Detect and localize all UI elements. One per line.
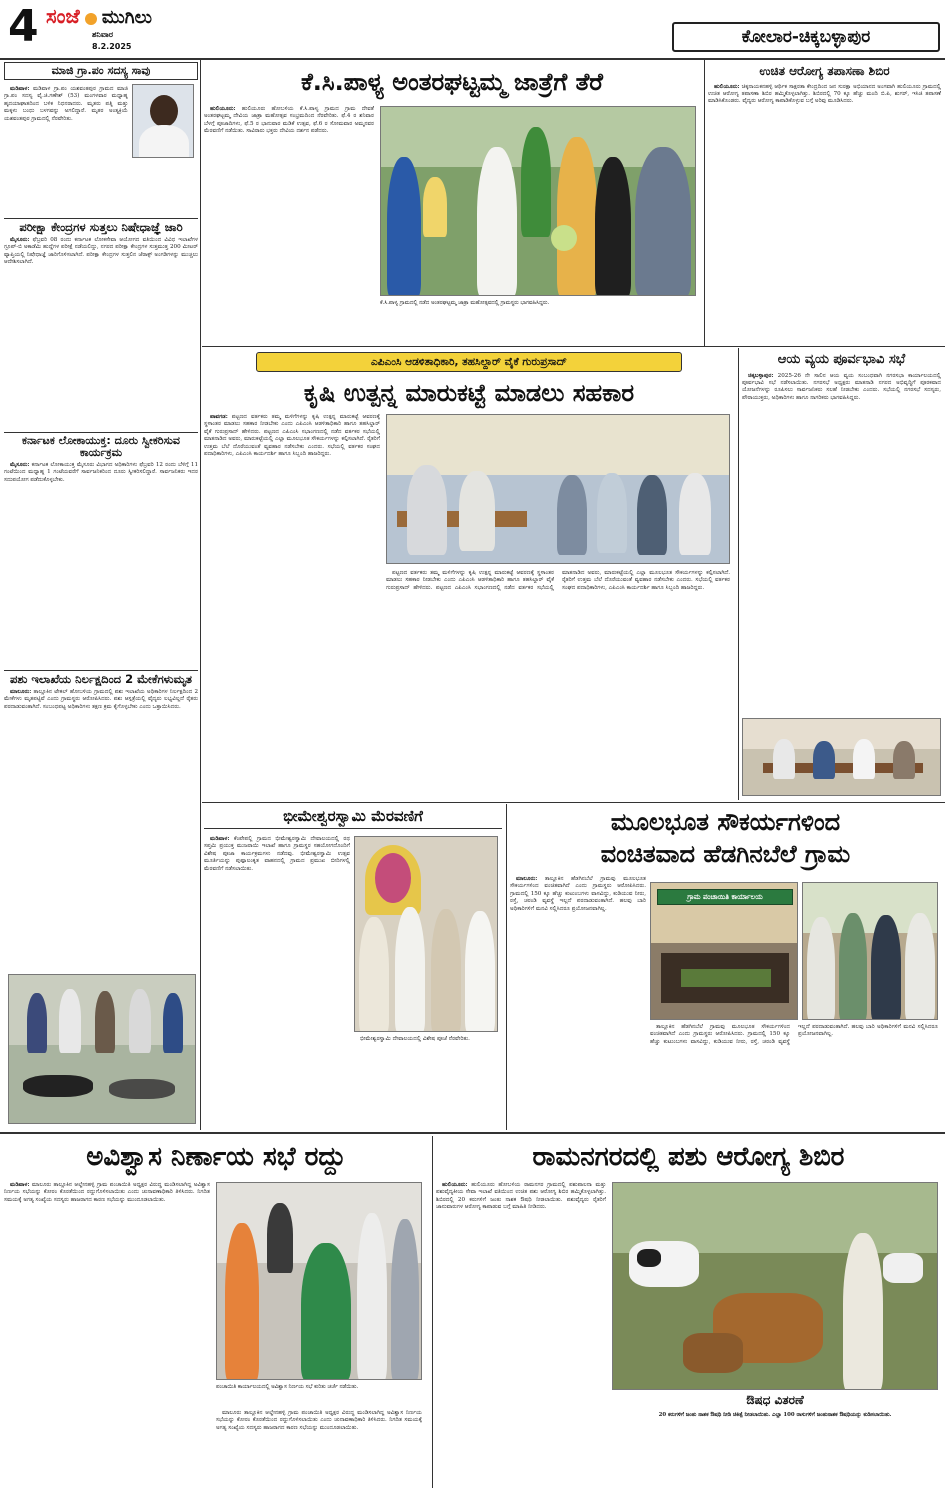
- brand-name-part1: ಸಂಜೆ: [46, 4, 80, 28]
- top-story-text: ಹುಲಿಯೂರು ಹೋಬಳಿಯ ಕೆ.ಸಿ.ಪಾಳ್ಯ ಗ್ರಾಮದ ಗ್ರಾಮ ದೇವತೆ ಅಂತರಘಟ್ಟಮ್ಮ ದೇವಿಯ ಜಾತ್ರಾ ಮಹೋತ್ಸವ ಸಂಭ್ರಮದಿಂದ ನೆರವೇರಿತು. ಫೆ.4 ರ ಶನಿವಾರ ಬೆಳಗ್ಗೆ ಪೂಜಾದಿಗಳು, ಫೆ.5 ರ ಭಾನುವಾರ ಮಡಿಕೆ ಉತ್ಸವ, ಫೆ.6 ರ ಸೋಮವಾರ ಅಮ್ಮನವರ ಮೆರವಣಿಗೆ ನಡೆಯಿತು. ಸಾವಿರಾರು ಭಕ್ತರು ದೇವಿಯ ದರ್ಶನ ಪಡೆದರು.: [204, 106, 374, 135]
- masthead: [0, 0, 945, 58]
- budget-headline: ಆಯ ವ್ಯಯ ಪೂರ್ವಭಾವಿ ಸಭೆ: [777, 352, 906, 367]
- lokayukta-headline: ಕರ್ನಾಟಕ ಲೋಕಾಯುಕ್ತ: ದೂರು ಸ್ವೀಕರಿಸುವ ಕಾರ್ಯಕ್ರಮ: [22, 434, 180, 459]
- village-headline-line2: ವಂಚಿತವಾದ ಹೆಡಗಿನಬೆಲೆ ಗ್ರಾಮ: [600, 840, 851, 868]
- veterinary-subhead: ಔಷಧ ವಿತರಣೆ: [746, 1393, 804, 1407]
- no-confidence-headline: ಅವಿಶ್ವಾಸ ನಿರ್ಣಾಯ ಸಭೆ ರದ್ದು: [86, 1142, 346, 1172]
- budget-meeting-photo: [742, 718, 941, 796]
- apmc-dateline: ಪಾವಗಡ:: [210, 414, 228, 420]
- region-title: ಕೋಲಾರ-ಚಿಕ್ಕಬಳ್ಳಾಪುರ: [741, 27, 871, 47]
- bottom-divider: [0, 1132, 945, 1134]
- issue-day: ಶನಿವಾರ: [92, 30, 114, 39]
- procession-headline: ಭೀಮೇಶ್ವರಸ್ವಾಮಿ ಮೆರವಣಿಗೆ: [204, 806, 502, 829]
- veterinary-story: [436, 1136, 941, 1488]
- obit-body: [4, 86, 128, 216]
- apmc-body: [204, 414, 380, 794]
- cattle-camp-photo: [612, 1182, 938, 1390]
- procession-dateline: ಮಡಿವಾಳ:: [210, 836, 230, 842]
- budget-text: 2025-26 ನೇ ಸಾಲಿನ ಆಯ ವ್ಯಯ ಸಂಬಂಧವಾಗಿ ನಗರಸಭಾ ಕಾರ್ಯಾಲಯದಲ್ಲಿ ಪೂರ್ವಭಾವಿ ಸಭೆ ನಡೆಸಲಾಯಿತು. ನಗರಸಭೆ ಅಧ್ಯಕ್ಷರು ಮಾತನಾಡಿ ನಗರದ ಅಭಿವೃದ್ಧಿಗೆ ಪೂರಕವಾದ ಯೋಜನೆಗಳನ್ನು ರೂಪಿಸಲು ಸಾರ್ವಜನಿಕರು ಸಲಹೆ ನೀಡಬೇಕು ಎಂದರು. ಸಭೆಯಲ್ಲಿ ನಗರಸಭೆ ಸದಸ್ಯರು, ಪೌರಾಯುಕ್ತರು, ಅಧಿಕಾರಿಗಳು ಹಾಗೂ ನಾಗರಿಕರು ಭಾಗವಹಿಸಿದ್ದರು.: [742, 372, 941, 401]
- exam-text: ಫೆಬ್ರವರಿ 08 ರಂದು ಕರ್ನಾಟಕ ಲೋಕಸೇವಾ ಆಯೋಗದ ವತಿಯಿಂದ ವಿವಿಧ ಇಲಾಖೆಗಳ ಗ್ರೂಪ್-ಬಿ ಅಕಾಡೆಮಿ ಹುದ್ದೆಗಳ ಪರೀಕ್ಷೆ ನಡೆಯಲಿದ್ದು, ನಗರದ ಪರೀಕ್ಷಾ ಕೇಂದ್ರಗಳ ಸುತ್ತಮುತ್ತ 200 ಮೀಟರ್ ವ್ಯಾಪ್ತಿಯಲ್ಲಿ ನಿಷೇಧಾಜ್ಞೆ ಜಾರಿಗೊಳಿಸಲಾಗಿದೆ. ಪರೀಕ್ಷಾ ಕೇಂದ್ರಗಳ ಸುತ್ತಲಿನ ಜೆರಾಕ್ಸ್ ಅಂಗಡಿಗಳನ್ನು ಮುಚ್ಚಲು ಆದೇಶಿಸಲಾಗಿದೆ.: [4, 237, 198, 266]
- obit-story: [4, 62, 198, 218]
- health-camp-headline: ಉಚಿತ ಆರೋಗ್ಯ ತಪಾಸಣಾ ಶಿಬಿರ: [759, 64, 890, 78]
- masthead-divider: [0, 58, 945, 60]
- apmc-meeting-photo: [386, 414, 730, 564]
- cattle-text: ತಾಲ್ಲೂಕಿನ ಟೇಕಲ್ ಹೋಬಳಿಯ ಗ್ರಾಮದಲ್ಲಿ ಪಶು ಇಲಾಖೆಯ ಅಧಿಕಾರಿಗಳ ನಿರ್ಲಕ್ಷದಿಂದ 2 ಮೇಕೆಗಳು ಮೃತಪಟ್ಟಿವೆ ಎಂದು ಗ್ರಾಮಸ್ಥರು ಆರೋಪಿಸಿದರು. ಪಶು ಆಸ್ಪತ್ರೆಯಲ್ಲಿ ವೈದ್ಯರು ಲಭ್ಯವಿಲ್ಲದೆ ರೈತರು ಪರದಾಡುವಂತಾಗಿದೆ. ಸಂಬಂಧಪಟ್ಟ ಅಧಿಕಾರಿಗಳು ತಕ್ಷಣ ಕ್ರಮ ಕೈಗೊಳ್ಳಬೇಕು ಎಂದು ಒತ್ತಾಯಿಸಿದರು.: [4, 689, 198, 710]
- exam-headline: ಪರೀಕ್ಷಾ ಕೇಂದ್ರಗಳ ಸುತ್ತಲು ನಿಷೇಧಾಜ್ಞೆ ಜಾರಿ: [19, 220, 183, 234]
- procession-caption-text: ಭೀಮೇಶ್ವರಸ್ವಾಮಿ ದೇವಾಲಯದಲ್ಲಿ ವಿಶೇಷ ಪೂಜೆ ನೆರವೇರಿತು.: [360, 1036, 470, 1042]
- apmc-kicker-box: [256, 352, 682, 372]
- procession-photo: [354, 836, 498, 1032]
- village-body: [510, 876, 646, 1126]
- panchayat-sign: ಗ್ರಾಮ ಪಂಚಾಯಿತಿ ಕಾರ್ಯಾಲಯ: [687, 893, 763, 901]
- apmc-text: ಪಟ್ಟಣದ ವರ್ತಕರು ತಮ್ಮ ಮಳಿಗೆಗಳನ್ನು ಕೃಷಿ ಉತ್ಪನ್ನ ಮಾರುಕಟ್ಟೆ ಆವರಣಕ್ಕೆ ಸ್ಥಳಾಂತರ ಮಾಡಲು ಸಹಕಾರ ನೀಡಬೇಕು ಎಂದು ಎಪಿಎಂಸಿ ಆಡಳಿತಾಧಿಕಾರಿ ಹಾಗೂ ತಹಸಿಲ್ದಾರ್ ವೈಕೆ ಗುರುಪ್ರಸಾದ್ ಹೇಳಿದರು. ಪಟ್ಟಣದ ಎಪಿಎಂಸಿ ಸಭಾಂಗಣದಲ್ಲಿ ನಡೆದ ವರ್ತಕರ ಸಭೆಯಲ್ಲಿ ಮಾತನಾಡಿದ ಅವರು, ಮಾರುಕಟ್ಟೆಯಲ್ಲಿ ಎಲ್ಲಾ ಮೂಲಭೂತ ಸೌಕರ್ಯಗಳನ್ನು ಕಲ್ಪಿಸಲಾಗಿದೆ. ರೈತರಿಗೆ ಉತ್ತಮ ಬೆಲೆ ದೊರೆಯುವಂತೆ ವ್ಯವಹಾರ ನಡೆಸಬೇಕು ಎಂದರು. ಸಭೆಯಲ್ಲಿ ವರ್ತಕರ ಸಂಘದ ಪದಾಧಿಕಾರಿಗಳು, ಎಪಿಎಂಸಿ ಕಾರ್ಯದರ್ಶಿ ಹಾಗೂ ಸಿಬ್ಬಂದಿ ಹಾಜರಿದ್ದರು.: [204, 414, 380, 457]
- no-confidence-body: [4, 1182, 210, 1484]
- vet-divider: [432, 1136, 433, 1488]
- budget-body: [742, 373, 941, 708]
- cattle-headline: ಪಶು ಇಲಾಖೆಯ ನಿರ್ಲಕ್ಷದಿಂದ 2 ಮೇಕೆಗಳುಮೃತ: [10, 672, 192, 686]
- top-story-body: [204, 106, 374, 296]
- no-confidence-photo: [216, 1182, 422, 1380]
- left-column-divider: [200, 60, 201, 1130]
- apmc-body-continued: [386, 570, 730, 796]
- village-headline-line1: ಮೂಲಭೂತ ಸೌಕರ್ಯಗಳಿಂದ: [610, 808, 841, 836]
- cattle-story: [4, 670, 198, 1130]
- procession-caption: [354, 1036, 498, 1126]
- exam-body: [4, 237, 198, 407]
- sun-icon: [85, 13, 97, 25]
- no-confidence-text: ಮಾಲೂರು ತಾಲ್ಲೂಕಿನ ಆಲ್ದೇನಹಳ್ಳಿ ಗ್ರಾಮ ಪಂಚಾಯಿತಿ ಅಧ್ಯಕ್ಷರ ವಿರುದ್ಧ ಮಂಡಿಸಲಾಗಿದ್ದ ಅವಿಶ್ವಾಸ ನಿರ್ಣಯ ಸಭೆಯನ್ನು ಕೋರಂ ಕೊರತೆಯಿಂದ ರದ್ದುಗೊಳಿಸಲಾಯಿತು ಎಂದು ಚುನಾವಣಾಧಿಕಾರಿ ತಿಳಿಸಿದರು. ನಿಗದಿತ ಸಮಯಕ್ಕೆ ಅಗತ್ಯ ಸಂಖ್ಯೆಯ ಸದಸ್ಯರು ಹಾಜರಾಗದ ಕಾರಣ ಸಭೆಯನ್ನು ಮುಂದೂಡಲಾಯಿತು.: [4, 1182, 210, 1203]
- no-confidence-caption: ಪಂಚಾಯಿತಿ ಕಾರ್ಯಾಲಯದಲ್ಲಿ ಅವಿಶ್ವಾಸ ನಿರ್ಣಯ ಸಭೆ ಕುರಿತು ಚರ್ಚೆ ನಡೆಯಿತು.: [216, 1384, 359, 1390]
- village-dateline: ಮಾಲೂರು:: [516, 876, 538, 882]
- lokayukta-story: [4, 432, 198, 668]
- exam-story: [4, 218, 198, 430]
- village-divider: [506, 804, 507, 1130]
- village-text-continued: ತಾಲ್ಲೂಕಿನ ಹೆಡಗಿನಬೆಲೆ ಗ್ರಾಮವು ಮೂಲಭೂತ ಸೌಕರ್ಯಗಳಿಂದ ವಂಚಿತವಾಗಿದೆ ಎಂದು ಗ್ರಾಮಸ್ಥರು ಆರೋಪಿಸಿದರು. ಗ್ರಾಮದಲ್ಲಿ 150 ಕ್ಕೂ ಹೆಚ್ಚು ಕುಟುಂಬಗಳು ವಾಸವಿದ್ದು, ಕುಡಿಯುವ ನೀರು, ರಸ್ತೆ, ಚರಂಡಿ ವ್ಯವಸ್ಥೆ ಇಲ್ಲದೆ ಪರದಾಡುವಂತಾಗಿದೆ. ಹಲವು ಬಾರಿ ಅಧಿಕಾರಿಗಳಿಗೆ ಮನವಿ ಸಲ್ಲಿಸಿದರೂ ಪ್ರಯೋಜನವಾಗಿಲ್ಲ.: [650, 1024, 938, 1045]
- lokayukta-text: ಕರ್ನಾಟಕ ಲೋಕಾಯುಕ್ತ ಮೈಸೂರು ವಿಭಾಗದ ಅಧಿಕಾರಿಗಳು ಫೆಬ್ರವರಿ 12 ರಂದು ಬೆಳಿಗ್ಗೆ 11 ಗಂಟೆಯಿಂದ ಮಧ್ಯಾಹ್ನ 1 ಗಂಟೆಯವರೆಗೆ ಸಾರ್ವಜನಿಕರಿಂದ ದೂರು ಸ್ವೀಕರಿಸಲಿದ್ದಾರೆ. ಸಾರ್ವಜನಿಕರು ಇದರ ಸದುಪಯೋಗ ಪಡೆದುಕೊಳ್ಳಬೇಕು.: [4, 462, 198, 483]
- lokayukta-dateline: ಮೈಸೂರು:: [10, 462, 30, 469]
- veterinary-headline: ರಾಮನಗರದಲ್ಲಿ ಪಶು ಆರೋಗ್ಯ ಶಿಬಿರ: [532, 1142, 845, 1172]
- top-right-divider: [704, 60, 705, 346]
- no-confidence-story: [4, 1136, 428, 1488]
- health-camp-story: [708, 62, 941, 344]
- apmc-text-continued: ಪಟ್ಟಣದ ವರ್ತಕರು ತಮ್ಮ ಮಳಿಗೆಗಳನ್ನು ಕೃಷಿ ಉತ್ಪನ್ನ ಮಾರುಕಟ್ಟೆ ಆವರಣಕ್ಕೆ ಸ್ಥಳಾಂತರ ಮಾಡಲು ಸಹಕಾರ ನೀಡಬೇಕು ಎಂದು ಎಪಿಎಂಸಿ ಆಡಳಿತಾಧಿಕಾರಿ ಹಾಗೂ ತಹಸಿಲ್ದಾರ್ ವೈಕೆ ಗುರುಪ್ರಸಾದ್ ಹೇಳಿದರು. ಪಟ್ಟಣದ ಎಪಿಎಂಸಿ ಸಭಾಂಗಣದಲ್ಲಿ ನಡೆದ ವರ್ತಕರ ಸಭೆಯಲ್ಲಿ ಮಾತನಾಡಿದ ಅವರು, ಮಾರುಕಟ್ಟೆಯಲ್ಲಿ ಎಲ್ಲಾ ಮೂಲಭೂತ ಸೌಕರ್ಯಗಳನ್ನು ಕಲ್ಪಿಸಲಾಗಿದೆ. ರೈತರಿಗೆ ಉತ್ತಮ ಬೆಲೆ ದೊರೆಯುವಂತೆ ವ್ಯವಹಾರ ನಡೆಸಬೇಕು ಎಂದರು. ಸಭೆಯಲ್ಲಿ ವರ್ತಕರ ಸಂಘದ ಪದಾಧಿಕಾರಿಗಳು, ಎಪಿಎಂಸಿ ಕಾರ್ಯದರ್ಶಿ ಹಾಗೂ ಸಿಬ್ಬಂದಿ ಹಾಜರಿದ್ದರು.: [386, 570, 730, 591]
- apmc-kicker: ಎಪಿಎಂಸಿ ಆಡಳಿತಾಧಿಕಾರಿ, ತಹಸಿಲ್ದಾರ್ ವೈಕೆ ಗುರುಪ್ರಸಾದ್: [371, 356, 567, 368]
- obit-dateline: ಮಡಿವಾಳ:: [10, 86, 30, 92]
- village-text: ತಾಲ್ಲೂಕಿನ ಹೆಡಗಿನಬೆಲೆ ಗ್ರಾಮವು ಮೂಲಭೂತ ಸೌಕರ್ಯಗಳಿಂದ ವಂಚಿತವಾಗಿದೆ ಎಂದು ಗ್ರಾಮಸ್ಥರು ಆರೋಪಿಸಿದರು. ಗ್ರಾಮದಲ್ಲಿ 150 ಕ್ಕೂ ಹೆಚ್ಚು ಕುಟುಂಬಗಳು ವಾಸವಿದ್ದು, ಕುಡಿಯುವ ನೀರು, ರಸ್ತೆ, ಚರಂಡಿ ವ್ಯವಸ್ಥೆ ಇಲ್ಲದೆ ಪರದಾಡುವಂತಾಗಿದೆ. ಹಲವು ಬಾರಿ ಅಧಿಕಾರಿಗಳಿಗೆ ಮನವಿ ಸಲ್ಲಿಸಿದರೂ ಪ್ರಯೋಜನವಾಗಿಲ್ಲ.: [510, 876, 646, 912]
- lower-divider: [202, 802, 945, 803]
- lokayukta-body: [4, 462, 198, 652]
- cattle-photo: [8, 974, 196, 1124]
- no-confidence-dateline: ಮಡಿವಾಳ:: [10, 1182, 30, 1188]
- budget-story: [742, 350, 941, 798]
- page-number: 4: [8, 2, 39, 52]
- procession-story: [204, 806, 502, 1130]
- cattle-body: [4, 689, 198, 939]
- veterinary-text: ಹುಲಿಯೂರು ಹೋಬಳಿಯ ರಾಮನಗರ ಗ್ರಾಮದಲ್ಲಿ ಪಶುಪಾಲನಾ ಮತ್ತು ಪಶುವೈದ್ಯಕೀಯ ಸೇವಾ ಇಲಾಖೆ ವತಿಯಿಂದ ಉಚಿತ ಪಶು ಆರೋಗ್ಯ ಶಿಬಿರ ಹಮ್ಮಿಕೊಳ್ಳಲಾಗಿತ್ತು. ಶಿಬಿರದಲ್ಲಿ 20 ಕರುಗಳಿಗೆ ಜಂತು ನಾಶಕ ಔಷಧಿ ನೀಡಲಾಯಿತು. ಪಶುವೈದ್ಯರು ರೈತರಿಗೆ ಜಾನುವಾರುಗಳ ಆರೋಗ್ಯ ಕಾಪಾಡುವ ಬಗ್ಗೆ ಮಾಹಿತಿ ನೀಡಿದರು.: [436, 1182, 606, 1211]
- jatre-photo: [380, 106, 696, 296]
- top-story-dateline: ಹುಲಿಯೂರು:: [210, 106, 236, 112]
- top-story: [204, 62, 700, 342]
- health-camp-text: ಚಿಕ್ಕನಾಯಕನಹಳ್ಳಿ ಆರ್ಥಿಕ ಸಾಕ್ಷರತಾ ಕೇಂದ್ರದಿಂದ ಜನ ಸುರಕ್ಷಾ ಅಭಿಯಾನದ ಅಂಗವಾಗಿ ಹುಲಿಯೂರು ಗ್ರಾಮದಲ್ಲಿ ಉಚಿತ ಆರೋಗ್ಯ ತಪಾಸಣಾ ಶಿಬಿರ ಹಮ್ಮಿಕೊಳ್ಳಲಾಗಿತ್ತು. ಶಿಬಿರದಲ್ಲಿ 70 ಕ್ಕೂ ಹೆಚ್ಚು ಮಂದಿ ಬಿ.ಪಿ, ಶುಗರ್, ಇಸಿಜಿ ತಪಾಸಣೆ ಮಾಡಿಸಿಕೊಂಡರು. ವೈದ್ಯರು ಆರೋಗ್ಯ ಕಾಪಾಡಿಕೊಳ್ಳುವ ಬಗ್ಗೆ ಅರಿವು ಮೂಡಿಸಿದರು.: [708, 83, 941, 105]
- village-office-photo: [650, 882, 798, 1020]
- village-story: [510, 806, 941, 1130]
- veterinary-caption: 20 ಕರುಗಳಿಗೆ ಜಂತು ನಾಶಕ ಔಷಧಿ ನೀಡಿ ಚಿಕಿತ್ಸೆ ನೀಡಲಾಯಿತು. ಎಲ್ಲಾ 100 ರಾಸುಗಳಿಗೆ ಜಂತುನಾಶಕ ಔಷಧಿಯನ್ನು ಕುಡಿಸಲಾಯಿತು.: [658, 1412, 892, 1418]
- apmc-story: [204, 350, 734, 798]
- jatre-photo-caption: ಕೆ.ಸಿ.ಪಾಳ್ಯ ಗ್ರಾಮದಲ್ಲಿ ನಡೆದ ಅಂತರಘಟ್ಟಮ್ಮ ಜಾತ್ರಾ ಮಹೋತ್ಸವದಲ್ಲಿ ಗ್ರಾಮಸ್ಥರು ಭಾಗವಹಿಸಿದ್ದರು.: [380, 300, 550, 306]
- region-banner: [672, 22, 940, 52]
- veterinary-dateline: ಹುಲಿಯೂರು:: [442, 1182, 468, 1188]
- no-confidence-text-continued: ಮಾಲೂರು ತಾಲ್ಲೂಕಿನ ಆಲ್ದೇನಹಳ್ಳಿ ಗ್ರಾಮ ಪಂಚಾಯಿತಿ ಅಧ್ಯಕ್ಷರ ವಿರುದ್ಧ ಮಂಡಿಸಲಾಗಿದ್ದ ಅವಿಶ್ವಾಸ ನಿರ್ಣಯ ಸಭೆಯನ್ನು ಕೋರಂ ಕೊರತೆಯಿಂದ ರದ್ದುಗೊಳಿಸಲಾಯಿತು ಎಂದು ಚುನಾವಣಾಧಿಕಾರಿ ತಿಳಿಸಿದರು. ನಿಗದಿತ ಸಮಯಕ್ಕೆ ಅಗತ್ಯ ಸಂಖ್ಯೆಯ ಸದಸ್ಯರು ಹಾಜರಾಗದ ಕಾರಣ ಸಭೆಯನ್ನು ಮುಂದೂಡಲಾಯಿತು.: [216, 1410, 422, 1431]
- issue-date: 8.2.2025: [92, 42, 132, 51]
- procession-text: ಕೆಂಪೇಪಲ್ಲಿ ಗ್ರಾಮದ ಭೀಮೇಶ್ವರಸ್ವಾಮಿ ದೇವಾಲಯದಲ್ಲಿ ರಥ ಸಪ್ತಮಿ ಪ್ರಯುಕ್ತ ಮುಜರಾಯಿ ಇಲಾಖೆ ಹಾಗೂ ಗ್ರಾಮಸ್ಥರ ಸಹಯೋಗದೊಂದಿಗೆ ವಿಶೇಷ ಪೂಜಾ ಕಾರ್ಯಕ್ರಮಗಳು ನಡೆದವು. ಭೀಮೇಶ್ವರಸ್ವಾಮಿ ಉತ್ಸವ ಮೂರ್ತಿಯನ್ನು ಪುಷ್ಪಾಲಂಕೃತ ವಾಹನದಲ್ಲಿ ಗ್ರಾಮದ ಪ್ರಮುಖ ಬೀದಿಗಳಲ್ಲಿ ಮೆರವಣಿಗೆ ನಡೆಸಲಾಯಿತು.: [204, 836, 350, 872]
- obit-portrait: [132, 84, 194, 158]
- apmc-headline: ಕೃಷಿ ಉತ್ಪನ್ನ ಮಾರುಕಟ್ಟೆ ಮಾಡಲು ಸಹಕಾರ: [303, 379, 635, 407]
- health-camp-dateline: ಹುಲಿಯೂರು:: [714, 83, 740, 90]
- budget-divider: [738, 348, 739, 800]
- exam-dateline: ಮೈಸೂರು:: [10, 237, 30, 244]
- villagers-photo: [802, 882, 938, 1020]
- budget-dateline: ಚಿಕ್ಕಬಳ್ಳಾಪುರ:: [748, 372, 774, 379]
- obit-text: ಮಡಿವಾಳ ಗ್ರಾ.ಪಂ ಯಶವಂತಪುರ ಗ್ರಾಮದ ಮಾಜಿ ಗ್ರಾ.ಪಂ ಸದಸ್ಯ ವೈ.ಜಿ.ಗಣೇಶ್ (53) ಮಂಗಳವಾರ ಮಧ್ಯಾಹ್ನ ಹೃದಯಾಘಾತದಿಂದ ಬಳಿಕ ನಿಧನರಾದರು. ಮೃತರು ಪತ್ನಿ ಮತ್ತು ಮಕ್ಕಳು ಬಂಧು ಬಳಗವನ್ನು ಅಗಲಿದ್ದಾರೆ. ಮೃತರ ಅಂತ್ಯಕ್ರಿಯೆ ಯಶವಂತಪುರ ಗ್ರಾಮದಲ್ಲಿ ನೆರವೇರಿತು.: [4, 86, 128, 122]
- obit-headline: ಮಾಜಿ ಗ್ರಾ.ಪಂ ಸದಸ್ಯ ಸಾವು: [4, 62, 198, 80]
- veterinary-body: [436, 1182, 606, 1484]
- village-body-continued: [650, 1024, 938, 1128]
- middle-divider: [202, 346, 945, 347]
- procession-body: [204, 836, 350, 1126]
- no-confidence-body-continued: [216, 1410, 422, 1484]
- health-camp-body: [708, 84, 941, 339]
- top-story-headline: ಕೆ.ಸಿ.ಪಾಳ್ಯ ಅಂತರಘಟ್ಟಮ್ಮ ಜಾತ್ರೆಗೆ ತೆರೆ: [301, 68, 603, 96]
- cattle-dateline: ಮಾಲೂರು:: [10, 689, 32, 696]
- brand-name-part2: ಮುಗಿಲು: [101, 7, 152, 28]
